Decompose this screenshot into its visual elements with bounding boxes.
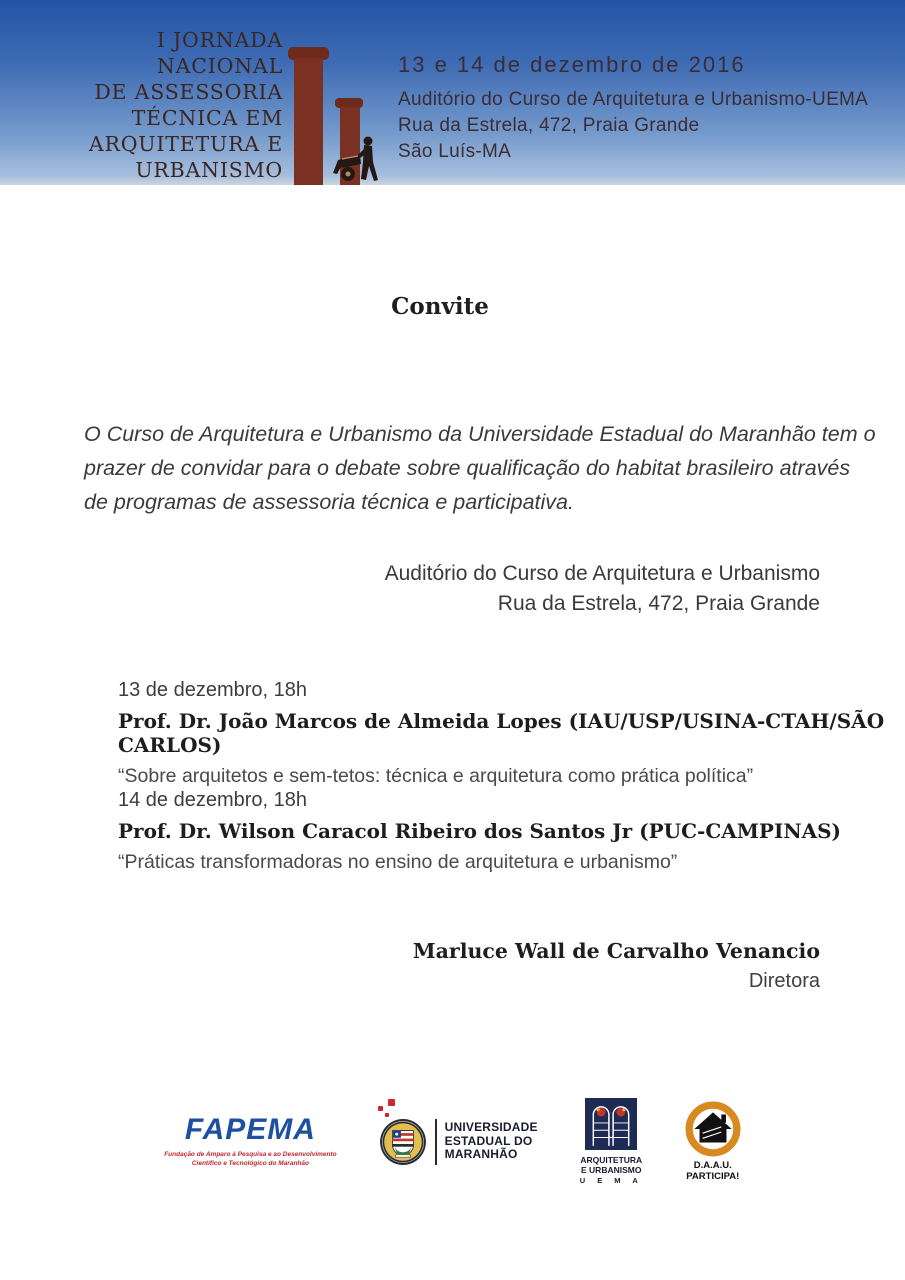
session-talk: “Sobre arquitetos e sem-tetos: técnica e arquitetura como prática política” [118,765,754,787]
arquitetura-towers-icon [585,1098,637,1150]
header-banner [0,0,905,185]
venue-block [385,559,820,619]
fapema-dot-icon [388,1099,395,1106]
event-title-line: URBANISMO [135,158,283,182]
signature-block [413,939,820,993]
session-2 [118,789,841,874]
venue-line: Auditório do Curso de Arquitetura e Urbanismo [384,562,820,585]
arquitetura-uema-label: U E M A [579,1176,643,1185]
event-venue-line: Auditório do Curso de Arquitetura e Urbanismo-UEMA [398,89,869,110]
event-venue-line: Rua da Estrela, 472, Praia Grande [398,115,700,136]
daau-label: D.A.A.U. PARTICIPA! [686,1160,740,1182]
uema-logo [379,1118,538,1166]
signature-role: Diretora [748,970,820,992]
event-venue-line: São Luís-MA [398,141,512,162]
event-date: 13 e 14 de dezembro de 2016 [398,52,746,77]
event-title-line: TÉCNICA EM [131,106,283,130]
uema-name: UNIVERSIDADE ESTADUAL DO MARANHÃO [444,1120,538,1162]
event-title-line: ARQUITETURA E [88,132,283,156]
intro-paragraph: O Curso de Arquitetura e Urbanismo da Universidade Estadual do Maranhão tem o prazer de convidar para o debate sobre qualificação do habitat brasileiro através de programas de assessoria técnica e participativa. [84,422,876,514]
fapema-dot-icon [378,1106,383,1111]
fapema-tagline: Fundação de Amparo à Pesquisa e ao Desenvolvimento Científico e Tecnológico do Maranhão [164,1151,337,1167]
session-1 [118,679,905,788]
uema-seal-icon [379,1118,427,1166]
chimneys-illustration [286,22,382,185]
signature-name: Marluce Wall de Carvalho Venancio [412,939,820,963]
event-title-line: I JORNADA [156,28,283,52]
session-date: 13 de dezembro, 18h [118,679,308,701]
event-title-line: NACIONAL [156,54,283,78]
footer-logos [0,1098,905,1185]
arquitetura-urbanismo-logo [580,1098,643,1185]
daau-logo [685,1101,741,1182]
session-talk: “Práticas transformadoras no ensino de arquitetura e urbanismo” [118,851,678,873]
session-speaker: Prof. Dr. Wilson Caracol Ribeiro dos Santos Jr (PUC-CAMPINAS) [118,819,842,843]
session-date: 14 de dezembro, 18h [118,789,308,811]
uema-divider [435,1119,437,1165]
event-title [23,27,283,183]
page-title: Convite [391,293,489,320]
venue-line: Rua da Estrela, 472, Praia Grande [497,592,820,615]
event-info [398,52,868,165]
fapema-dot-icon [385,1113,389,1117]
fapema-wordmark: FAPEMA [184,1113,316,1146]
daau-house-icon [685,1101,741,1157]
event-title-line: DE ASSESSORIA [94,80,283,104]
fapema-logo [164,1115,336,1168]
session-speaker: Prof. Dr. João Marcos de Almeida Lopes (IAU/USP/USINA-CTAH/SÃO CARLOS) [118,709,885,757]
arquitetura-urbanismo-name: ARQUITETURA E URBANISMO [580,1155,643,1175]
